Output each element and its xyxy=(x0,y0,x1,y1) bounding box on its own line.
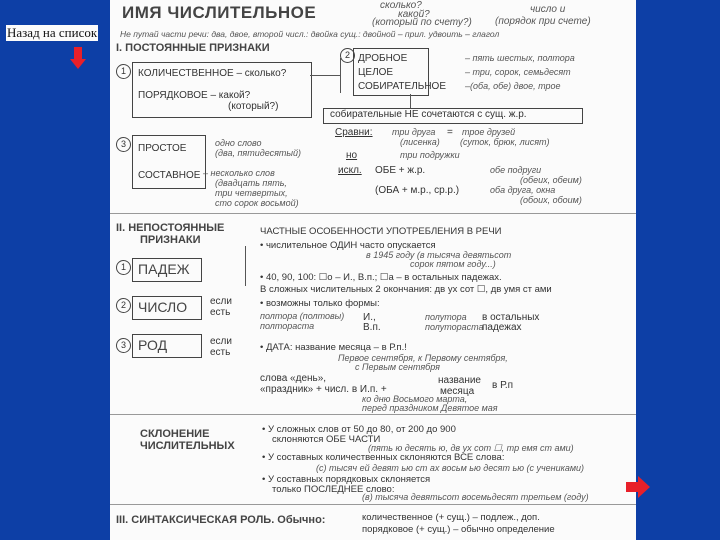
section-2-heading-2: ПРИЗНАКИ xyxy=(140,234,201,246)
decl-heading-2: ЧИСЛИТЕЛЬНЫХ xyxy=(140,440,235,452)
compare-4: (суток, брюк, лисят) xyxy=(460,137,550,147)
compare-1: три друга xyxy=(392,127,436,137)
simple-desc-2: (два, пятидесятый) xyxy=(215,148,302,158)
decl-3b: только ПОСЛЕДНЕЕ слово: xyxy=(272,484,395,495)
marker-1: 1 xyxy=(116,64,131,79)
gender-label: РОД xyxy=(138,337,168,353)
usage-7: полутора xyxy=(425,312,467,322)
usage-7b: полутораста xyxy=(425,322,484,332)
usage-9: • ДАТА: название месяца – в Р.п.! xyxy=(260,342,407,353)
quant-label: КОЛИЧЕСТВЕННОЕ – сколько? xyxy=(138,68,287,79)
coll-example: –(оба, обе) двое, трое xyxy=(465,81,561,91)
marker-1b: 1 xyxy=(116,260,131,275)
connector xyxy=(410,94,411,108)
usage-heading: ЧАСТНЫЕ ОСОБЕННОСТИ УПОТРЕБЛЕНИЯ В РЕЧИ xyxy=(260,226,502,237)
connector xyxy=(310,75,340,76)
back-to-list-link[interactable]: Назад на список xyxy=(7,25,98,40)
q-poryadok: (порядок при счете) xyxy=(495,16,591,27)
compare-2: трое друзей xyxy=(462,127,516,137)
case-label: ПАДЕЖ xyxy=(138,261,190,277)
compare-label: Сравни: xyxy=(335,127,373,138)
compound-desc-2: (двадцать пять, xyxy=(215,178,287,188)
oba-rule: (ОБА + м.р., ср.р.) xyxy=(375,185,460,196)
obe-example-2: (обеих, обеим) xyxy=(520,175,582,185)
usage-6b: В.п. xyxy=(363,322,381,333)
obe-rule: ОБЕ + ж.р. xyxy=(375,165,426,176)
usage-3: В сложных числительных 2 окончания: дв ух сот ☐, дв умя ст ами xyxy=(260,284,552,295)
marker-2b: 2 xyxy=(116,298,131,313)
q-chislo: число и xyxy=(530,4,566,15)
usage-11e: в Р.п xyxy=(492,380,514,391)
marker-2: 2 xyxy=(340,48,355,63)
number-label: ЧИСЛО xyxy=(138,299,188,315)
usage-6: И., xyxy=(363,312,376,323)
coll-label: СОБИРАТЕЛЬНОЕ xyxy=(358,81,446,92)
usage-10: Первое сентября, к Первому сентября, xyxy=(338,353,508,363)
no-label: но xyxy=(346,150,358,161)
oba-example: оба друга, окна xyxy=(490,185,556,195)
simple-desc: одно слово xyxy=(215,138,262,148)
usage-5b: полтораста xyxy=(260,321,315,331)
compound-desc-4: сто сорок восьмой) xyxy=(215,198,299,208)
connector xyxy=(340,58,341,93)
q-kotoryj: (который по счету?) xyxy=(372,17,472,28)
decl-1: • У сложных слов от 50 до 80, от 200 до 900 xyxy=(262,424,456,435)
role-1: количественное (+ сущ.) – подлеж., доп. xyxy=(362,512,540,523)
arrow-down-icon[interactable] xyxy=(70,47,86,69)
compound-desc-3: три четвертых, xyxy=(215,188,288,198)
decl-2b: (с) тысяч ей девят ью ст ах восьм ью десят ью (с учениками) xyxy=(316,463,585,473)
usage-4: • возможны только формы: xyxy=(260,298,380,309)
compare-eq: = xyxy=(447,127,453,138)
marker-3b: 3 xyxy=(116,338,131,353)
no-example: три подружки xyxy=(400,150,460,160)
is-label-2: есть xyxy=(210,347,231,358)
section-1-heading: I. ПОСТОЯННЫЕ ПРИЗНАКИ xyxy=(116,42,270,54)
usage-2: • 40, 90, 100: ☐о – И., В.п.; ☐а – в остальных падежах. xyxy=(260,272,502,283)
divider xyxy=(110,213,636,214)
compare-3: (лисенка) xyxy=(400,137,440,147)
decl-3: • У составных порядковых склоняется xyxy=(262,474,431,485)
is-label: есть xyxy=(210,307,231,318)
ord-label-2: (который?) xyxy=(228,101,279,112)
usage-10b: с Первым сентября xyxy=(355,362,440,372)
if-label-2: если xyxy=(210,336,232,347)
frac-label: ДРОБНОЕ xyxy=(358,53,408,64)
usage-1b: в 1945 году (в тысяча девятьсот xyxy=(366,250,512,260)
decl-heading: СКЛОНЕНИЕ xyxy=(140,428,210,440)
frac-example: – пять шестых, полтора xyxy=(465,53,575,63)
compound-desc: – несколько слов xyxy=(203,168,275,178)
simple-label: ПРОСТОЕ xyxy=(138,143,187,154)
usage-1c: сорок пятом году...) xyxy=(410,259,496,269)
decl-1b: склоняются ОБЕ ЧАСТИ xyxy=(272,434,381,445)
decl-3c: (в) тысяча девятьсот восемьдесят третьем (году) xyxy=(362,492,589,502)
usage-8b: падежах xyxy=(482,322,522,333)
whole-label: ЦЕЛОЕ xyxy=(358,67,394,78)
q-skolko: сколько? xyxy=(380,0,422,11)
usage-11: слова «день», xyxy=(260,373,327,384)
usage-8: в остальных xyxy=(482,312,540,323)
if-label: если xyxy=(210,296,232,307)
decl-1c: (пять ю десять ю, дв ух сот ☐, тр емя ст ами) xyxy=(368,443,574,453)
section-3-heading: III. СИНТАКСИЧЕСКАЯ РОЛЬ. Обычно: xyxy=(116,514,326,526)
document-sheet xyxy=(110,0,636,540)
divider xyxy=(110,504,636,505)
usage-11c: название xyxy=(438,375,481,386)
arrow-right-icon[interactable] xyxy=(626,476,650,498)
usage-5: полтора (полтовы) xyxy=(260,311,345,321)
q-kakoy: какой? xyxy=(398,9,430,20)
usage-12: ко дню Восьмого марта, xyxy=(362,394,468,404)
ord-label: ПОРЯДКОВОЕ – какой? xyxy=(138,90,251,101)
whole-example: – три, сорок, семьдесят xyxy=(465,67,571,77)
decl-2: • У составных количественных склоняются ВСЕ слова: xyxy=(262,452,505,463)
divider xyxy=(110,414,636,415)
connector xyxy=(245,246,246,286)
usage-12b: перед праздником Девятое мая xyxy=(362,403,498,413)
usage-11b: «праздник» + числ. в И.п. + xyxy=(260,384,387,395)
oba-example-2: (обоих, обоим) xyxy=(520,195,582,205)
doc-title: ИМЯ ЧИСЛИТЕЛЬНОЕ xyxy=(122,3,317,22)
usage-1: • числительное ОДИН часто опускается xyxy=(260,240,436,251)
confuse-note: Не путай части речи: два, двое, второй числ.: двойка сущ.: двойной – прил. удвоить – глагол xyxy=(120,29,500,39)
excl-label: искл. xyxy=(338,165,362,176)
obe-example: обе подруги xyxy=(490,165,542,175)
usage-11d: месяца xyxy=(440,386,475,397)
section-2-heading: II. НЕПОСТОЯННЫЕ xyxy=(116,222,225,234)
coll-note: собирательные НЕ сочетаются с сущ. ж.р. xyxy=(330,109,527,120)
marker-3: 3 xyxy=(116,137,131,152)
role-2: порядковое (+ сущ.) – обычно определение xyxy=(362,524,555,535)
compound-label: СОСТАВНОЕ xyxy=(138,170,201,181)
